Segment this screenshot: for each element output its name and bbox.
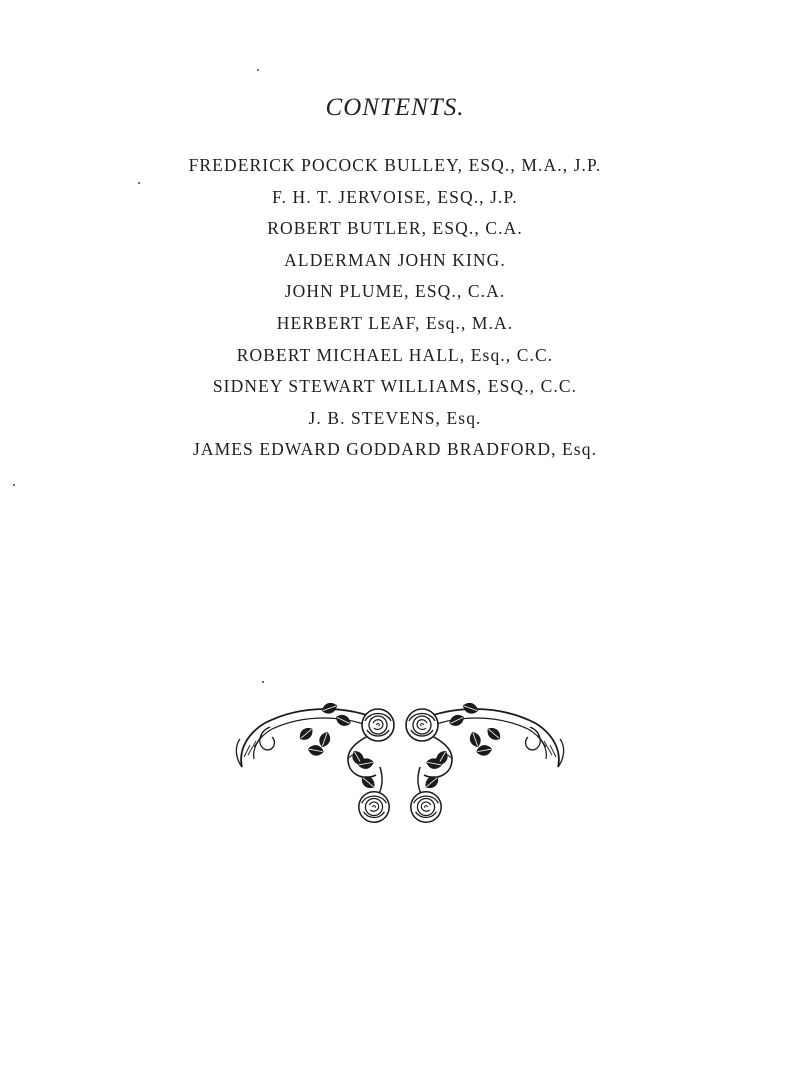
contents-entry: SIDNEY STEWART WILLIAMS, ESQ., C.C. xyxy=(212,376,578,397)
speck-mark xyxy=(257,69,259,71)
speck-mark xyxy=(262,681,264,683)
contents-entry: FREDERICK POCOCK BULLEY, ESQ., M.A., J.P. xyxy=(188,155,602,175)
contents-entry: J. B. STEVENS, Esq. xyxy=(308,407,482,428)
contents-entry: F. H. T. JERVOISE, ESQ., J.P. xyxy=(272,186,518,207)
contents-entry: ALDERMAN JOHN KING. xyxy=(284,249,506,270)
contents-entry: JOHN PLUME, ESQ., C.A. xyxy=(284,281,506,302)
rose-vine-ornament-icon xyxy=(230,695,570,830)
contents-entry: JAMES EDWARD GODDARD BRADFORD, Esq. xyxy=(192,439,598,460)
contents-entry: ROBERT BUTLER, ESQ., C.A. xyxy=(267,218,523,239)
contents-list xyxy=(0,150,790,466)
contents-entry: ROBERT MICHAEL HALL, Esq., C.C. xyxy=(236,344,554,365)
contents-entry: HERBERT LEAF, Esq., M.A. xyxy=(276,312,514,333)
contents-title: CONTENTS. xyxy=(325,94,465,121)
speck-mark xyxy=(13,484,15,486)
